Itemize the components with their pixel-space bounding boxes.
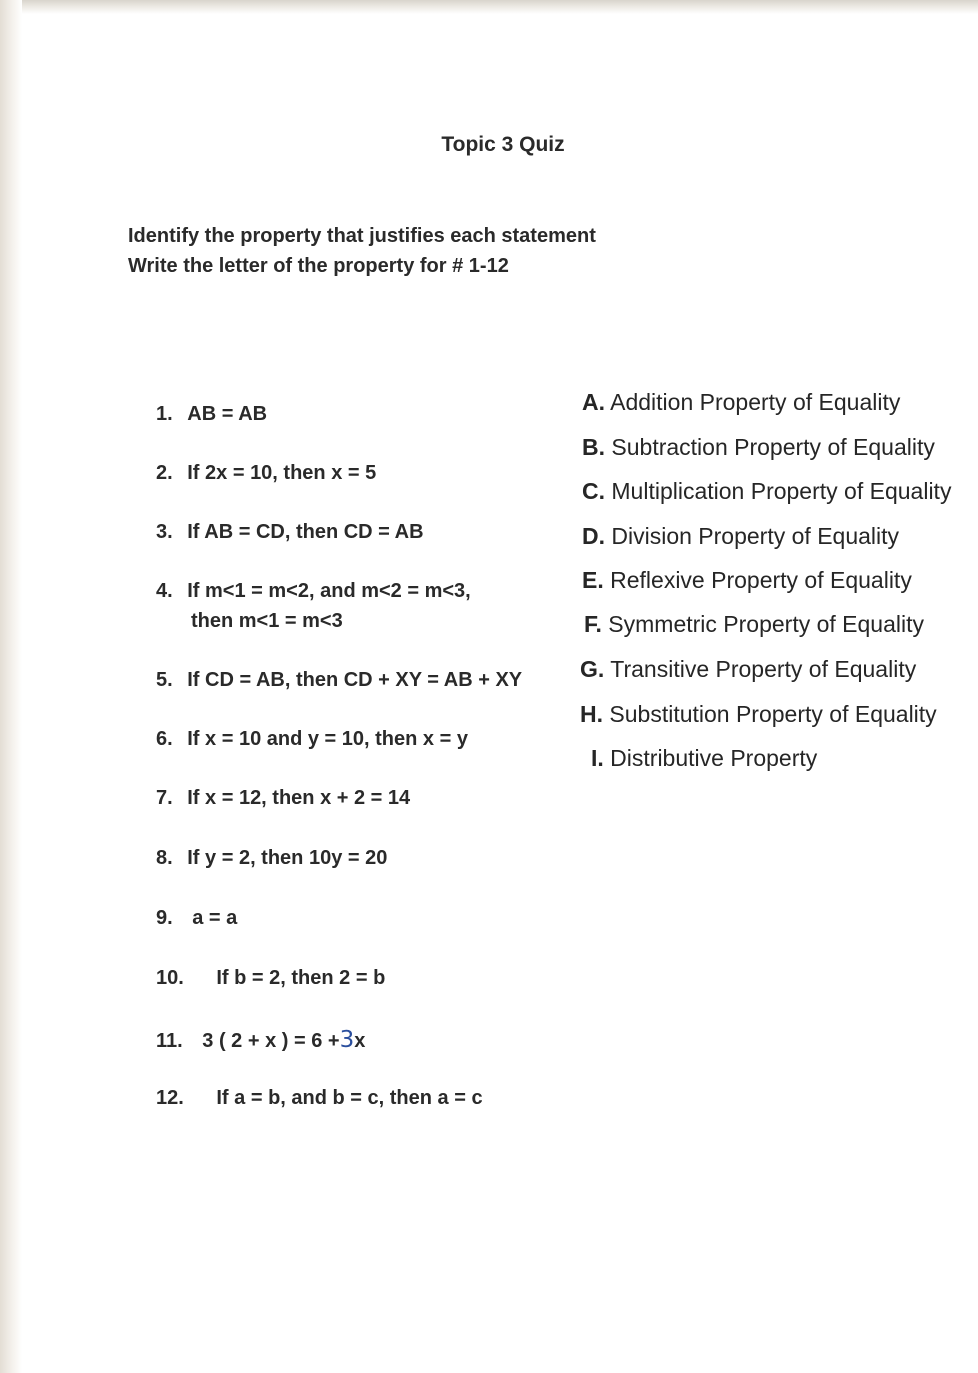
- question-number: 7.: [156, 787, 173, 809]
- question-number: 8.: [156, 847, 173, 869]
- handwritten-answer: 3: [339, 1027, 355, 1053]
- question-number: 1.: [156, 403, 173, 425]
- question-text: If CD = AB, then CD + XY = AB + XY: [187, 669, 523, 691]
- question-11: [156, 1027, 365, 1053]
- option-text: Substitution Property of Equality: [609, 701, 937, 727]
- question-text: If m<1 = m<2, and m<2 = m<3,: [187, 580, 471, 602]
- question-1: [156, 403, 267, 426]
- option-text: Division Property of Equality: [611, 523, 900, 549]
- question-8: [156, 847, 387, 870]
- question-5: [156, 669, 522, 692]
- option-letter: H.: [580, 701, 603, 727]
- question-text-tail: x: [354, 1030, 366, 1052]
- question-number: 10.: [156, 967, 184, 989]
- paper-left-edge: [0, 0, 22, 1373]
- paper-top-edge: [0, 0, 978, 14]
- question-number: 4.: [156, 580, 173, 602]
- question-number: 11.: [156, 1030, 183, 1052]
- question-4: [156, 580, 471, 632]
- option-letter: D.: [582, 523, 605, 549]
- option-b: [582, 434, 935, 461]
- option-text: Symmetric Property of Equality: [608, 611, 924, 637]
- question-number: 6.: [156, 728, 173, 750]
- question-text: If b = 2, then 2 = b: [216, 967, 386, 989]
- question-text-continued: then m<1 = m<3: [191, 610, 343, 632]
- option-letter: E.: [582, 567, 604, 593]
- option-text: Addition Property of Equality: [610, 389, 901, 415]
- option-d: [582, 523, 899, 550]
- question-text: AB = AB: [187, 403, 268, 425]
- option-text: Subtraction Property of Equality: [611, 434, 935, 460]
- question-3: [156, 521, 424, 544]
- option-letter: A.: [582, 389, 605, 415]
- question-text: If x = 12, then x + 2 = 14: [187, 787, 411, 809]
- option-e: [582, 567, 912, 594]
- option-letter: C.: [582, 478, 605, 504]
- option-text: Transitive Property of Equality: [610, 656, 917, 682]
- page-title: Topic 3 Quiz: [441, 133, 565, 156]
- question-text: 3 ( 2 + x ) = 6 +: [202, 1030, 340, 1052]
- question-text: If a = b, and b = c, then a = c: [216, 1087, 483, 1109]
- question-10: [156, 967, 385, 990]
- instruction-line-1: Identify the property that justifies each statement: [128, 225, 596, 247]
- option-c: [582, 478, 951, 505]
- option-a: [582, 389, 900, 416]
- question-number: 5.: [156, 669, 173, 691]
- question-text: If x = 10 and y = 10, then x = y: [187, 728, 468, 750]
- question-text: If y = 2, then 10y = 20: [187, 847, 388, 869]
- option-letter: F.: [584, 611, 602, 637]
- question-number: 2.: [156, 462, 173, 484]
- question-text: If AB = CD, then CD = AB: [187, 521, 424, 543]
- option-h: [580, 701, 937, 728]
- question-number: 12.: [156, 1087, 184, 1109]
- option-f: [584, 611, 924, 638]
- option-letter: G.: [580, 656, 605, 682]
- question-number: 3.: [156, 521, 173, 543]
- option-text: Distributive Property: [610, 745, 818, 771]
- option-text: Reflexive Property of Equality: [610, 567, 912, 593]
- question-text: a = a: [192, 907, 238, 929]
- question-12: [156, 1087, 483, 1110]
- option-i: [591, 745, 817, 772]
- question-7: [156, 787, 410, 810]
- question-number: 9.: [156, 907, 173, 929]
- option-letter: I.: [591, 745, 604, 771]
- question-2: [156, 462, 376, 485]
- question-9: [156, 907, 237, 930]
- option-letter: B.: [582, 434, 605, 460]
- option-g: [580, 656, 916, 683]
- instruction-line-2: Write the letter of the property for # 1-12: [128, 255, 509, 277]
- question-6: [156, 728, 468, 751]
- option-text: Multiplication Property of Equality: [611, 478, 952, 504]
- question-text: If 2x = 10, then x = 5: [187, 462, 377, 484]
